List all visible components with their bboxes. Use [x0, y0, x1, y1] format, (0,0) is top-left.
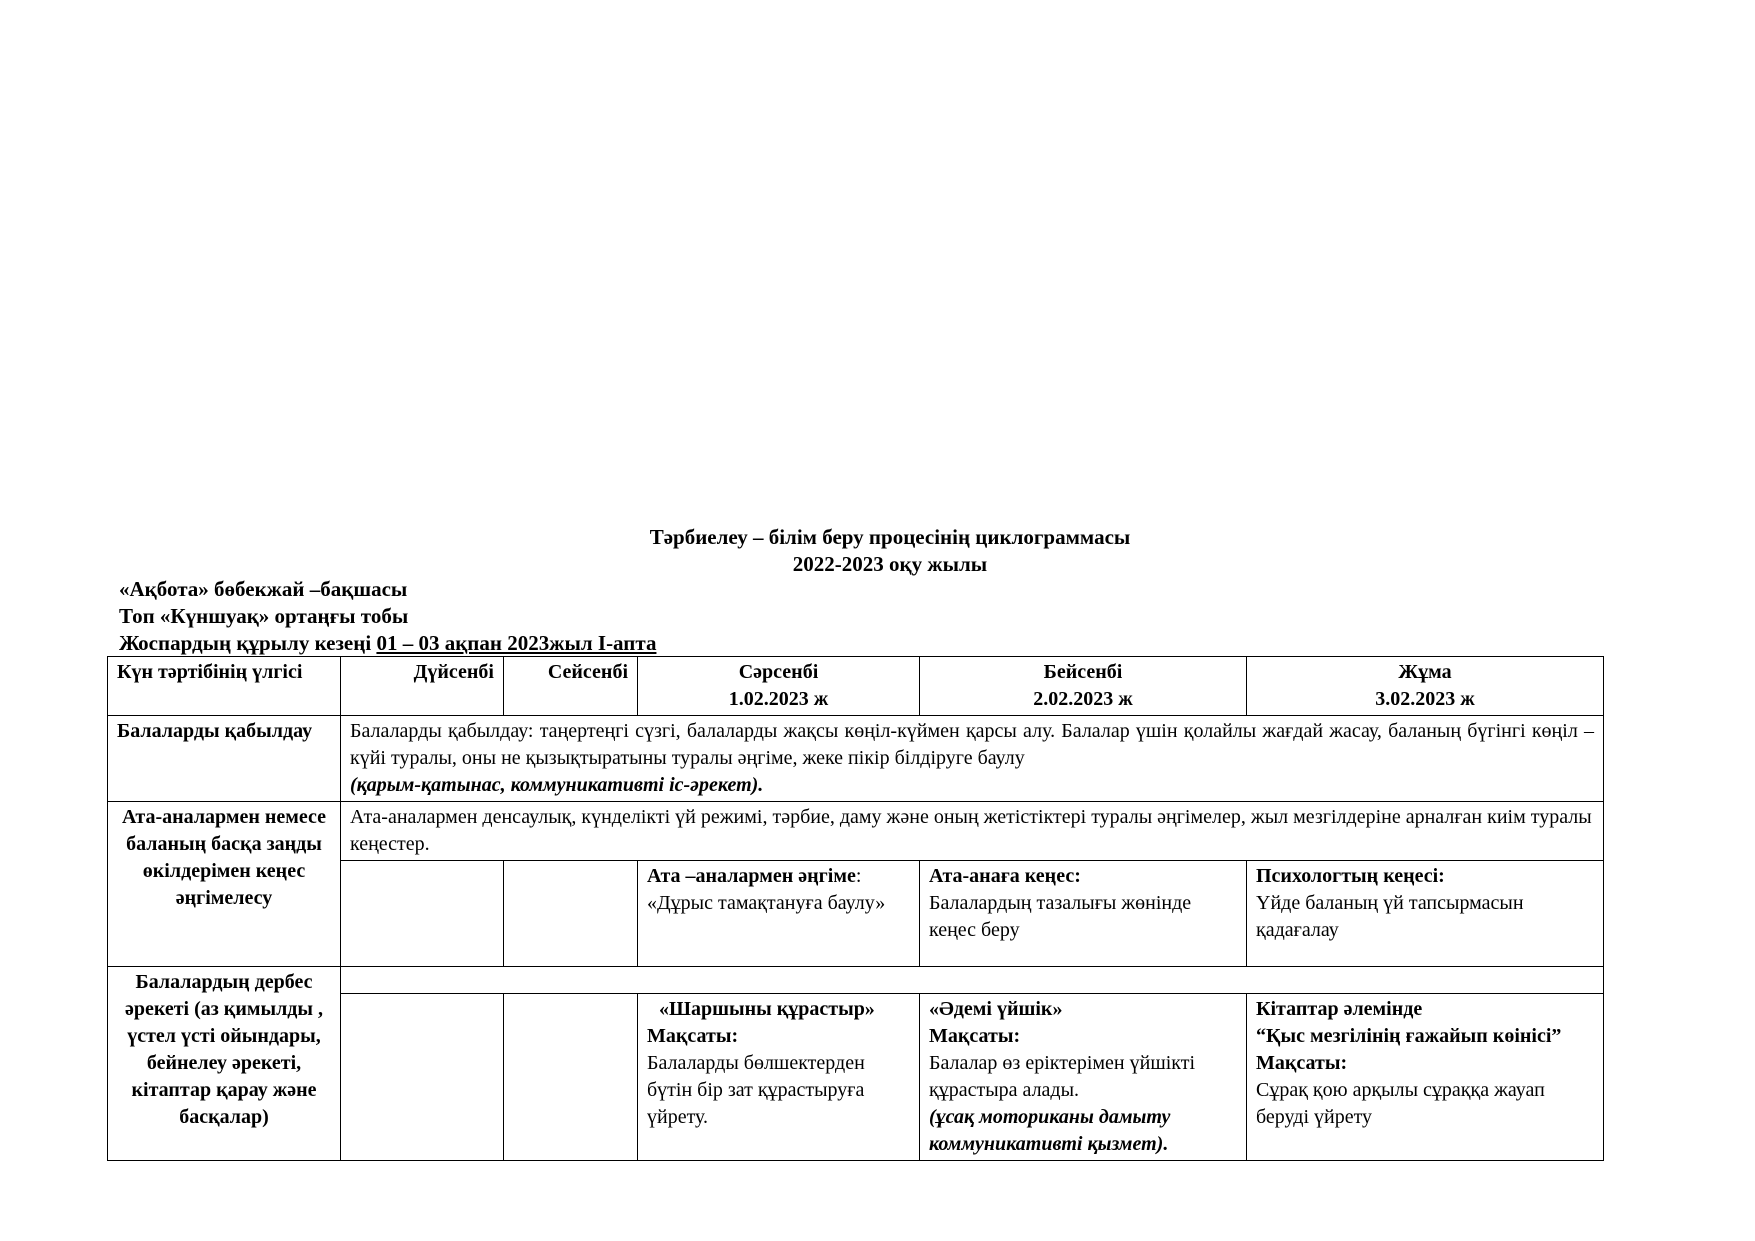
activity-thursday-note: (ұсақ моториканы дамыту коммуникативті қызмет). [929, 1106, 1171, 1155]
parents-label: Ата-аналармен немесе баланың басқа заңды өкілдерімен кеңес әңгімелесу [108, 802, 341, 967]
header-friday-day: Жұма [1398, 661, 1452, 683]
header-wednesday-day: Сәрсенбі [738, 661, 819, 683]
activity-friday-title: Кітаптар әлемінде [1256, 998, 1423, 1020]
plan-period [119, 630, 656, 657]
parents-wednesday [638, 861, 920, 967]
parents-wednesday-title: Ата –аналармен әңгіме [647, 865, 856, 887]
row-parents [108, 802, 1604, 861]
parents-wednesday-text: «Дұрыс тамақтануға баулу» [647, 892, 886, 914]
activity-label: Балалардың дербес әрекеті (аз қимылды , үстел үсті ойындары, бейнелеу әрекеті, кітаптар қарау және басқалар) [108, 967, 341, 1161]
activity-friday [1247, 994, 1604, 1161]
document-title: Тәрбиелеу – білім беру процесінің циклограммасы [649, 525, 1131, 549]
header-wednesday-date: 1.02.2023 ж [728, 688, 829, 710]
parents-friday [1247, 861, 1604, 967]
row-reception [108, 716, 1604, 802]
reception-note: (қарым-қатынас, коммуникативті іс-әрекет). [350, 774, 764, 796]
header-thursday-day: Бейсенбі [1043, 661, 1123, 683]
header-friday [1247, 657, 1604, 716]
header-monday: Дүйсенбі [341, 657, 504, 716]
activity-wednesday-goal: Мақсаты: [647, 1025, 739, 1047]
activity-wednesday [638, 994, 920, 1161]
activity-tuesday [504, 994, 638, 1161]
reception-content [341, 716, 1604, 802]
activity-friday-text: Сұрақ қою арқылы сұраққа жауап беруді үйрету [1256, 1079, 1545, 1128]
cyclogram-table [107, 656, 1604, 1161]
organization-name: «Ақбота» бөбекжай –бақшасы [119, 577, 408, 601]
activity-general [341, 967, 1604, 994]
header-thursday [920, 657, 1247, 716]
parents-thursday [920, 861, 1247, 967]
header-schedule: Күн тәртібінің үлгісі [108, 657, 341, 716]
plan-period-label: Жоспардың құрылу кезеңі [119, 631, 377, 655]
parents-thursday-title: Ата-анаға кеңес: [929, 865, 1081, 887]
reception-text: Балаларды қабылдау: таңертеңгі сүзгі, балаларды жақсы көңіл-күймен қарсы алу. Балалар үшін қолайлы жағдай жасау, баланың бүгінгі көңіл – күйі туралы, оны не қызықтыратыны туралы әңгіме, жеке пікір білдіруге баулу [350, 720, 1594, 769]
parents-general-text: Ата-аналармен денсаулық, күнделікті үй режимі, тәрбие, даму және оның жетістіктері туралы әңгімелер, жыл мезгілдеріне арналған киім туралы кеңестер. [341, 802, 1604, 861]
header-friday-date: 3.02.2023 ж [1375, 688, 1475, 710]
table-header-row [108, 657, 1604, 716]
plan-period-value: 01 – 03 ақпан 2023жыл I-апта [376, 631, 657, 655]
academic-year: 2022-2023 оқу жылы [792, 552, 988, 576]
parents-friday-title: Психологтың кеңесі: [1256, 865, 1445, 887]
header-tuesday: Сейсенбі [504, 657, 638, 716]
parents-tuesday [504, 861, 638, 967]
activity-friday-goal: Мақсаты: [1256, 1052, 1348, 1074]
parents-wednesday-colon: : [855, 865, 862, 887]
activity-thursday [920, 994, 1247, 1161]
activity-wednesday-text: Балаларды бөлшектерден бүтін бір зат құрастыруға үйрету. [647, 1052, 865, 1128]
activity-thursday-text: Балалар өз еріктерімен үйшікті құрастыра алады. [929, 1052, 1196, 1101]
parents-thursday-text: Балалардың тазалығы жөнінде кеңес беру [929, 892, 1192, 941]
reception-label: Балаларды қабылдау [108, 716, 341, 802]
activity-wednesday-title: «Шаршыны құрастыр» [659, 998, 875, 1020]
header-wednesday [638, 657, 920, 716]
parents-friday-text: Үйде баланың үй тапсырмасын қадағалау [1256, 892, 1524, 941]
header-thursday-date: 2.02.2023 ж [1033, 688, 1133, 710]
parents-monday [341, 861, 504, 967]
activity-friday-subtitle: “Қыс мезгілінің ғажайып көінісі” [1256, 1025, 1562, 1047]
group-name: Топ «Күншуақ» ортаңғы тобы [119, 604, 409, 628]
row-activity [108, 967, 1604, 994]
activity-monday [341, 994, 504, 1161]
activity-thursday-title: «Әдемі үйшік» [929, 998, 1063, 1020]
activity-thursday-goal: Мақсаты: [929, 1025, 1021, 1047]
